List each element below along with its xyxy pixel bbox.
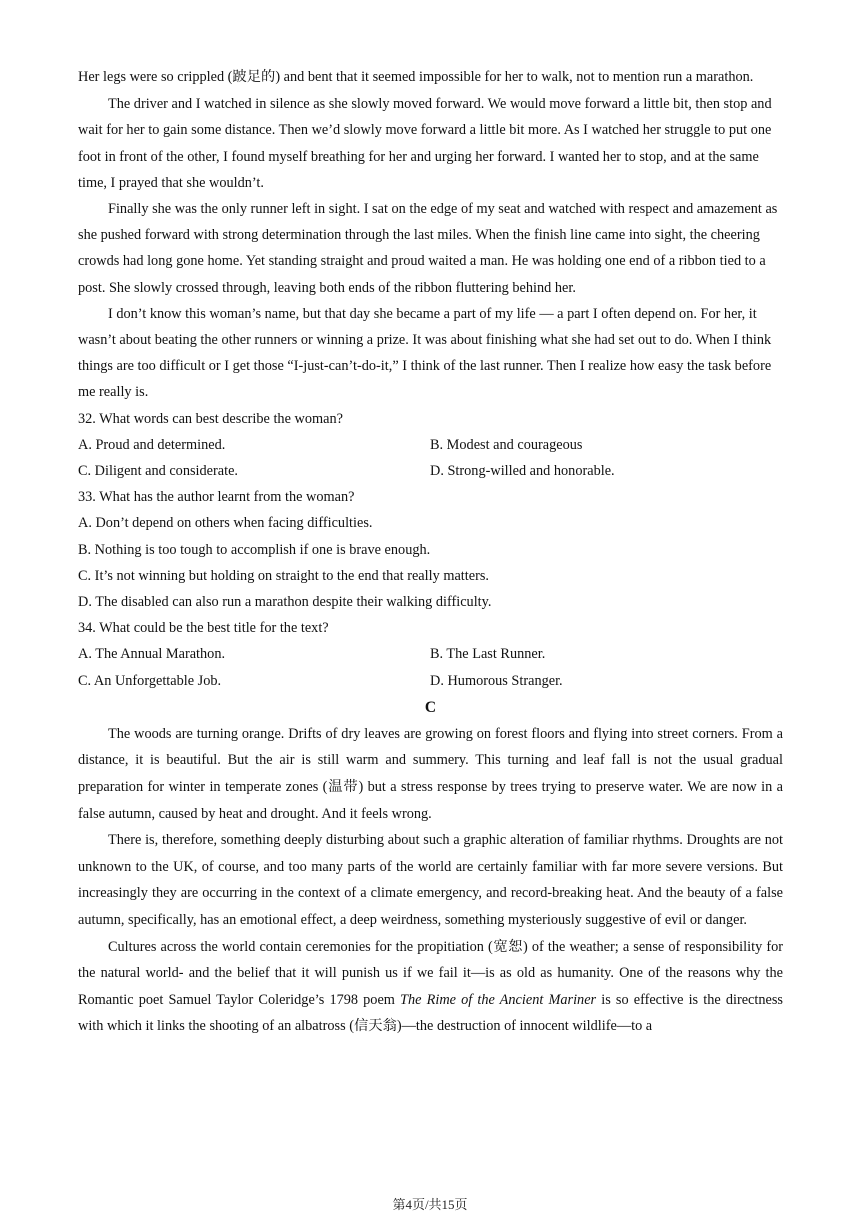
- option-row: [78, 432, 783, 458]
- passage-b: [78, 64, 783, 406]
- poem-title: The Rime of the Ancient Mariner: [400, 991, 597, 1008]
- option-b: B. The Last Runner.: [430, 646, 546, 663]
- option-c: C. Diligent and considerate.: [78, 463, 239, 480]
- document-page: [78, 64, 783, 1040]
- option-a: A. Don’t depend on others when facing difficulties.: [78, 515, 373, 532]
- option-b: B. Nothing is too tough to accomplish if one is brave enough.: [78, 541, 431, 558]
- paragraph: The woods are turning orange. Drifts of dry leaves are growing on forest floors and flying into street corners. From a distance, it is beautiful. But the air is still warm and summery. This turning and leaf fall is not the usual gradual preparation for winter in temperate zones (温带) but a stress response by trees trying to preserve water. We are now in a false autumn, caused by heat and drought. And it feels wrong.: [78, 725, 783, 822]
- option-c: C. It’s not winning but holding on straight to the end that really matters.: [78, 567, 489, 584]
- paragraph-text: is so effective is the directness with which it links the shooting of an albatross (信天翁)—the destruction of innocent wildlife—to a: [78, 991, 783, 1035]
- paragraph: The driver and I watched in silence as she slowly moved forward. We would move forward a little bit, then stop and wait for her to gain some distance. Then we’d slowly move forward a little bit more. As I watched her struggle to put one foot in front of the other, I found myself breathing for her and urging her forward. I wanted her to stop, and at the same time, I prayed that she wouldn’t.: [78, 96, 772, 191]
- section-heading: C: [424, 698, 437, 716]
- option-a: A. Proud and determined.: [78, 436, 226, 453]
- passage-c: [78, 721, 783, 1040]
- option-c: C. An Unforgettable Job.: [78, 672, 222, 689]
- option-d: D. Strong-willed and honorable.: [430, 463, 615, 480]
- option-a: A. The Annual Marathon.: [78, 646, 226, 663]
- question-stem: 32. What words can best describe the woman?: [78, 410, 343, 427]
- question-33: [78, 484, 783, 615]
- question-stem: 34. What could be the best title for the text?: [78, 620, 329, 637]
- question-34: [78, 615, 783, 694]
- option-row: [78, 668, 783, 694]
- paragraph-text: Cultures across the world contain ceremonies for the propitiation (宽恕) of the weather; a sense of responsibility for the natural world- and the belief that it will punish us if we fail it—is as old as humanity. One of the reasons why the Romantic poet Samuel Taylor Coleridge’s 1798 poem: [78, 938, 783, 1008]
- question-stem: 33. What has the author learnt from the woman?: [78, 489, 355, 506]
- option-row: [78, 641, 783, 667]
- option-d: D. The disabled can also run a marathon despite their walking difficulty.: [78, 594, 492, 611]
- paragraph: Finally she was the only runner left in sight. I sat on the edge of my seat and watched with respect and amazement as she pushed forward with strong determination through the last miles. When the finish line came into sight, the cheering crowds had long gone home. Yet standing straight and proud waited a man. He was holding one end of a ribbon tied to a post. She slowly crossed through, leaving both ends of the ribbon fluttering behind her.: [78, 201, 778, 296]
- paragraph: I don’t know this woman’s name, but that day she became a part of my life — a part I often depend on. For her, it wasn’t about beating the other runners or winning a prize. It was about finishing what she had set out to do. When I think things are too difficult or I get those “I-just-can’t-do-it,” I think of the last runner. Then I realize how easy the task before me really is.: [78, 305, 772, 401]
- question-32: [78, 406, 783, 485]
- option-d: D. Humorous Stranger.: [430, 672, 563, 689]
- paragraph: Her legs were so crippled (跛足的) and bent that it seemed impossible for her to walk, not to mention run a marathon.: [78, 69, 754, 85]
- option-b: B. Modest and courageous: [430, 436, 583, 453]
- page-number: 第4页/共15页: [392, 1197, 468, 1212]
- paragraph: There is, therefore, something deeply disturbing about such a graphic alteration of familiar rhythms. Droughts are not unknown to the UK, of course, and too many parts of the world are certainly familiar with far more severe versions. But increasingly they are occurring in the context of a climate emergency, and record-breaking heat. And the beauty of a false autumn, specifically, has an emotional effect, a deep weirdness, something mysteriously suggestive of evil or danger.: [78, 832, 783, 929]
- option-row: [78, 458, 783, 484]
- paragraph: [78, 934, 783, 1040]
